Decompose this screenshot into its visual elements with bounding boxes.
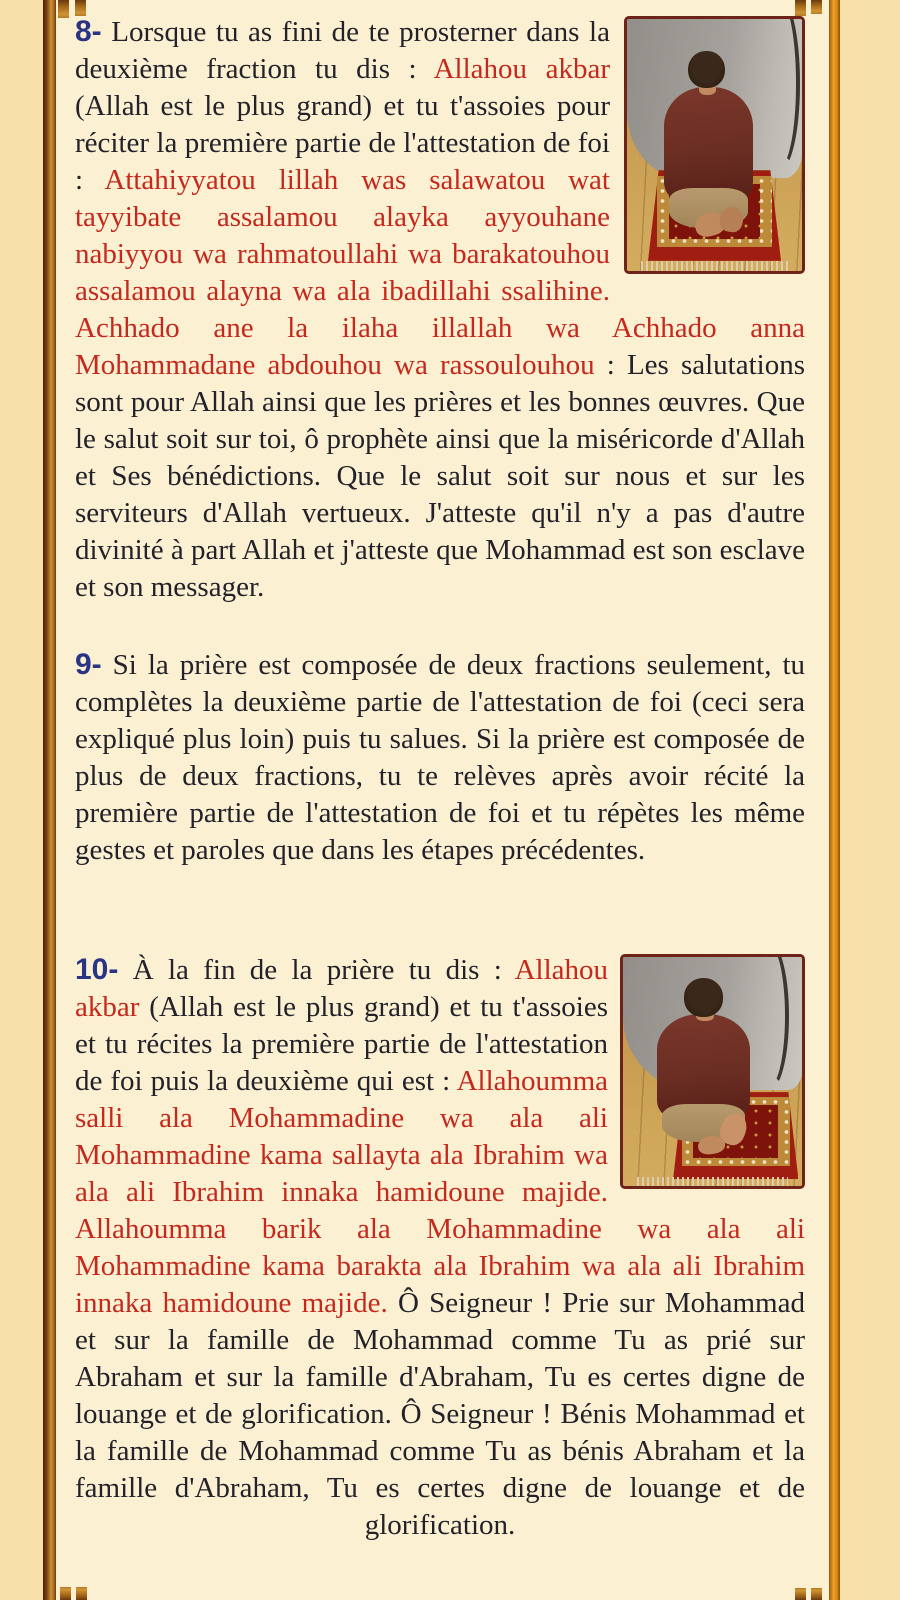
transliteration-text: Allahoumma salli ala Mohammadine wa ala ali Mohammadine kama sallayta ala Ibrahim wa ala ali Ibrahim innaka hamidoune majide. Allahoumma barik ala Mohammadine wa ala ali Mohammadine kama barakta ala Ibrahim wa ala ali Ibrahim innaka hamidoune majide. [75, 1065, 805, 1319]
body-text: : Les salutations sont pour Allah ainsi que les prières et les bonnes œuvres. Que le salut soit sur toi, ô prophète ainsi que la miséricorde d'Allah et Ses bénédictions. Que le salut soit sur nous et sur les serviteurs d'Allah vertueux. J'atteste qu'il n'y a pas d'autre divinité à part Allah et j'atteste que Mohammad est son esclave et son messager. [75, 349, 806, 603]
body-text: (Allah est le plus grand) et tu t'assoies pour réciter la première partie de l'attestation de foi : [75, 90, 610, 196]
text-column [56, 0, 829, 1600]
rug-fringe [637, 1177, 787, 1188]
body-text: À la fin de la prière tu dis : [118, 954, 515, 986]
body-text: Ô Seigneur ! Prie sur Mohammad et sur la famille de Mohammad comme Tu as prié sur Abraham et sur la famille d'Abraham, Tu es certes digne de louange et de glorification. Ô Seigneur ! Bénis Mohammad et la famille de Mohammad comme Tu as bénis Abraham et la famille d'Abraham, Tu es certes digne de louange et de glorification. [75, 1287, 805, 1541]
section-9-paragraph [56, 646, 829, 869]
person-head [684, 978, 723, 1017]
section-10-paragraph [56, 951, 829, 1544]
transliteration-text: Allahou akbar [433, 53, 610, 85]
prayer-photo-1 [624, 16, 805, 274]
person-head [688, 51, 725, 89]
section-number: 8- [75, 15, 102, 48]
transliteration-text: Allahou akbar [75, 954, 608, 1023]
person-torso [664, 87, 753, 203]
body-text: Lorsque tu as fini de te prosterner dans la deuxième fraction tu dis : [75, 16, 610, 85]
rug-fringe [641, 261, 788, 274]
section-number: 9- [75, 648, 102, 681]
left-gold-border-bar [43, 0, 56, 1600]
right-gold-border-bar [829, 0, 840, 1600]
section-number: 10- [75, 953, 119, 986]
body-text: Si la prière est composée de deux fractions seulement, tu complètes la deuxième partie de l'attestation de foi (ceci sera expliqué plus loin) puis tu salues. Si la prière est composée de plus de deux fractions, tu te relèves après avoir récité la première partie de l'attestation de foi et tu répètes les même gestes et paroles que dans les étapes précédentes. [75, 649, 805, 866]
section-8-paragraph [56, 0, 829, 606]
body-text: (Allah est le plus grand) et tu t'assoies et tu récites la première partie de l'attestation de foi puis la deuxième qui est : [75, 991, 608, 1097]
prayer-photo-2 [620, 954, 805, 1189]
transliteration-text: Attahiyyatou lillah was salawatou wat tayyibate assalamou alayka ayyouhane nabiyyou wa rahmatoullahi wa barakatouhou assalamou alayna wa ala ibadillahi ssalihine. Achhado ane la ilaha illallah wa Achhado anna Mohammadane abdouhou wa rassoulouhou [75, 164, 805, 381]
